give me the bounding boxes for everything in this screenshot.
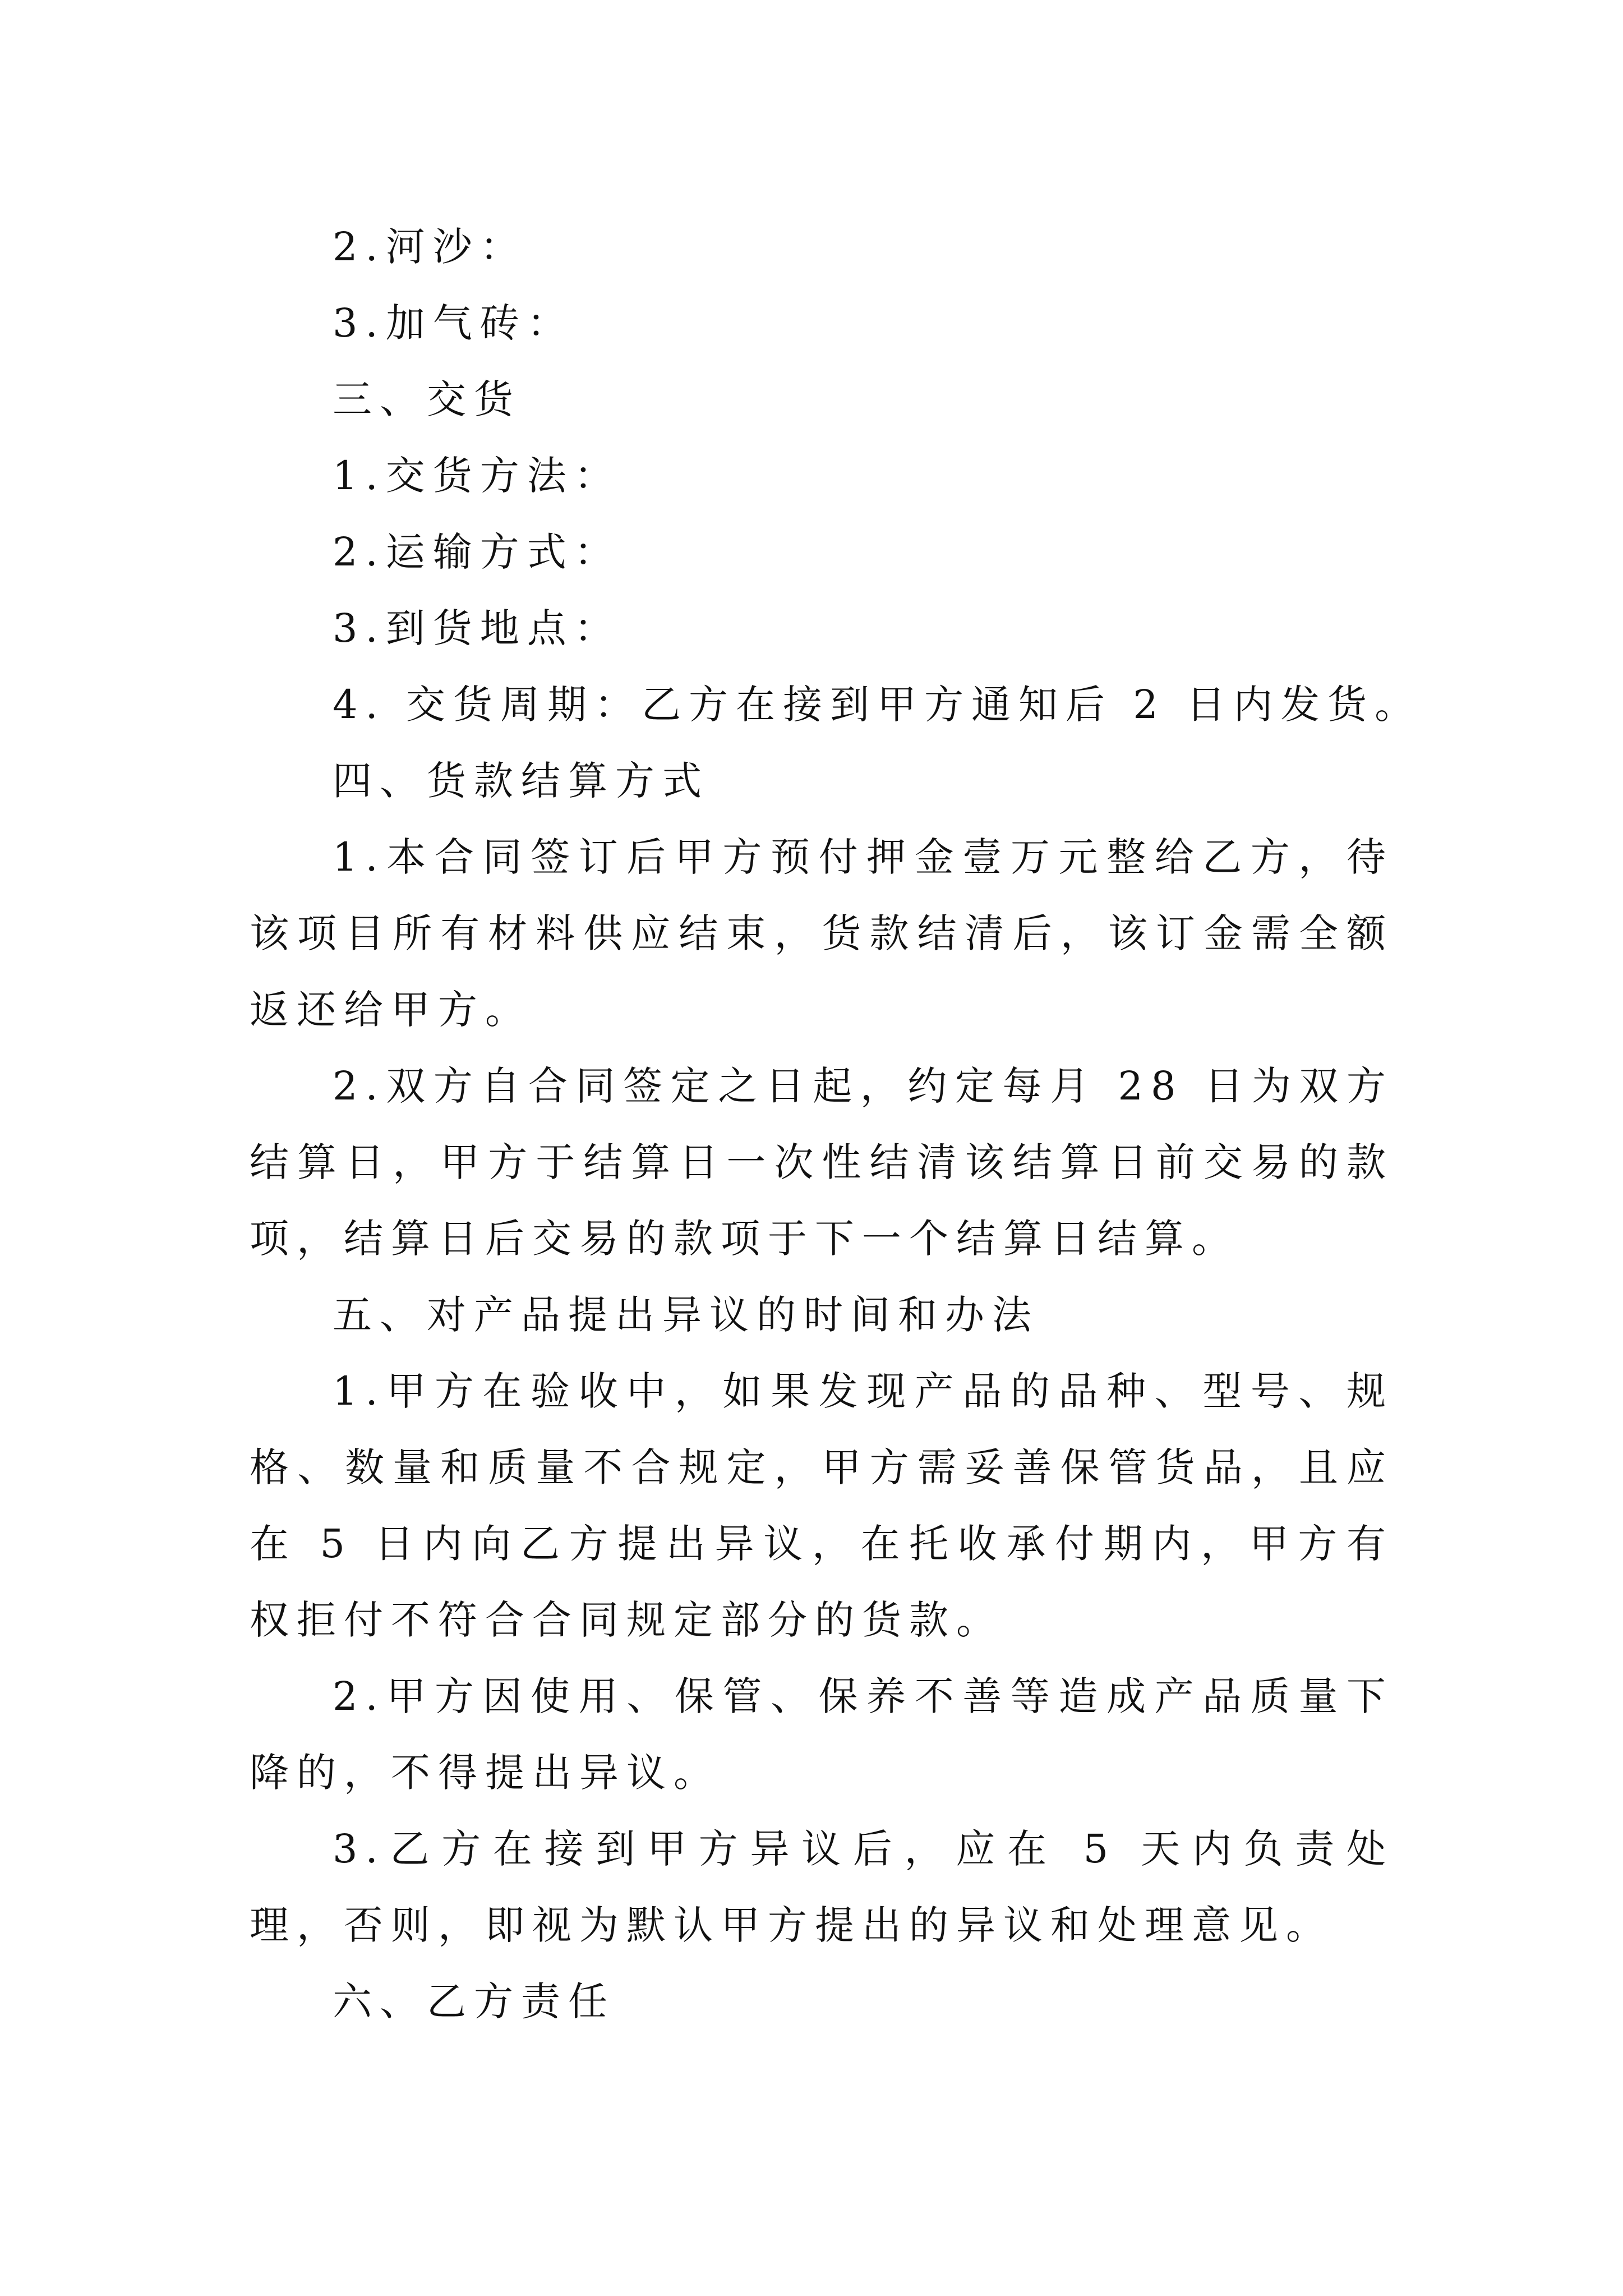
paragraph-improper-use: 2.甲方因使用、保管、保养不善等造成产品质量下降的，不得提出异议。 (250, 1673, 1394, 1796)
item-arrival-location: 3.到货地点： (333, 605, 621, 651)
section-heading-payment: 四、货款结算方式 (333, 758, 709, 804)
item-river-sand: 2.河沙： (333, 224, 527, 270)
section-heading-objection: 五、对产品提出异议的时间和办法 (333, 1292, 1039, 1338)
item-delivery-method: 1.交货方法： (333, 453, 621, 499)
section-heading-delivery: 三、交货 (333, 376, 521, 422)
section-heading-party-b-responsibility: 六、乙方责任 (333, 1978, 615, 2024)
paragraph-deposit: 1.本合同签订后甲方预付押金壹万元整给乙方，待该项目所有材料供应结束，货款结清后，该订金需全额返还给甲方。 (250, 834, 1394, 1033)
paragraph-inspection: 1.甲方在验收中，如果发现产品的品种、型号、规格、数量和质量不合规定，甲方需妥善保管货品，且应在 5 日内向乙方提出异议，在托收承付期内，甲方有权拒付不符合合同规定部分的货款。 (250, 1368, 1394, 1643)
paragraph-settlement: 2.双方自合同签定之日起，约定每月 28 日为双方结算日，甲方于结算日一次性结清该结算日前交易的款项，结算日后交易的款项于下一个结算日结算。 (250, 1063, 1394, 1262)
document-body (250, 209, 1422, 2040)
item-transport-mode: 2.运输方式： (333, 529, 621, 575)
item-aerated-brick: 3.加气砖： (333, 300, 574, 346)
item-delivery-period: 4. 交货周期：乙方在接到甲方通知后 2 日内发货。 (333, 682, 1422, 728)
paragraph-response-time: 3.乙方在接到甲方异议后，应在 5 天内负责处理，否则，即视为默认甲方提出的异议和处理意见。 (250, 1826, 1394, 1948)
